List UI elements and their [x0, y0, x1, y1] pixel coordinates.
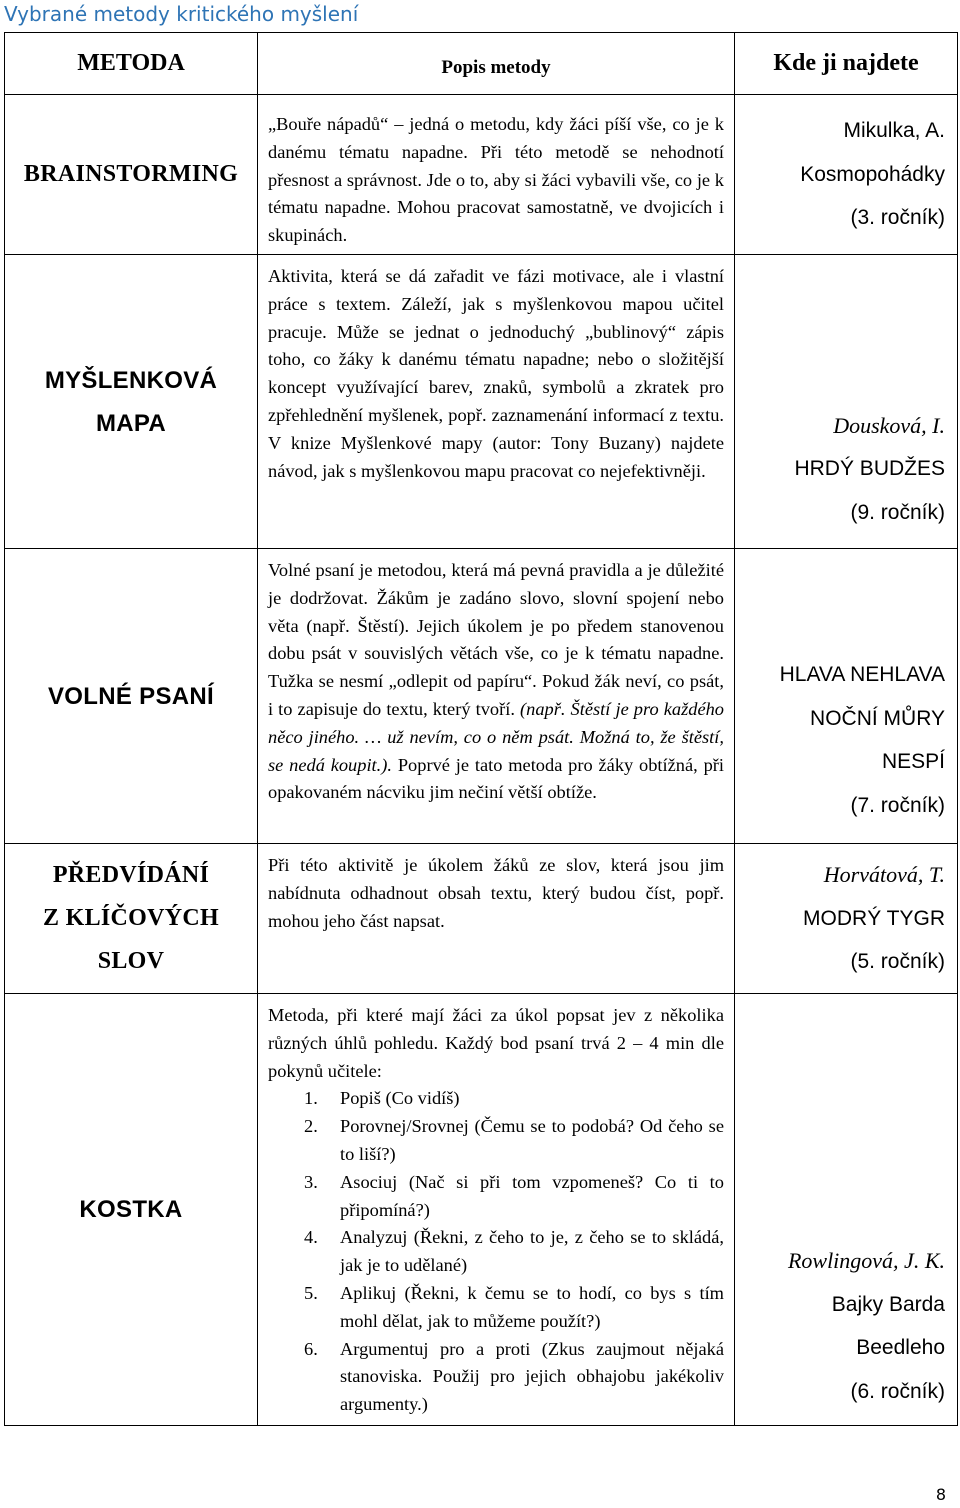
description-text [268, 549, 724, 807]
page-title: Vybrané metody kritického myšlení [4, 2, 359, 26]
step-number: 3. [304, 1171, 318, 1192]
methods-table [4, 32, 958, 1426]
step-text: Porovnej/Srovnej (Čemu se to podobá? Od čeho se to liší?) [340, 1116, 724, 1164]
table-row [5, 994, 958, 1426]
header-popis: Popis metody [258, 33, 735, 95]
source-author: Dousková, I. [833, 412, 945, 438]
source-title: Bajky Barda [831, 1292, 945, 1316]
step-text: Analyzuj (Řekni, z čeho to je, z čeho se to skládá, jak je to udělané) [340, 1227, 724, 1276]
list-item [268, 1169, 724, 1225]
source-author: Horvátová, T. [823, 862, 945, 888]
description-tail: Poprvé je tato metoda pro žáky obtížná, při opakovaném nácviku jim nečiní větší obtíže. [268, 754, 724, 803]
source-author: Mikulka, A. [843, 119, 945, 143]
step-number: 6. [304, 1338, 318, 1359]
description-text: „Bouře nápadů“ – jedná o metodu, kdy žáci píší vše, co je k danému tématu napadne. Při této metodě se nehodnotí přesnost a správnost. Jde o to, aby si žáci vybavili vše, co je k tématu napadne. Mohou pracovat samostatně, ve dvojicích i skupinách. [268, 114, 724, 246]
method-name-line: Z KLÍČOVÝCH [43, 905, 219, 931]
step-number: 4. [304, 1227, 318, 1248]
method-source [735, 994, 958, 1426]
source-title: HLAVA NEHLAVA [779, 663, 945, 686]
method-name-line: MYŠLENKOVÁ [44, 366, 218, 394]
list-item [268, 1280, 724, 1336]
list-item [268, 1113, 724, 1169]
step-number: 2. [304, 1116, 318, 1137]
method-name [5, 844, 258, 994]
method-name-line: VOLNÉ PSANÍ [48, 682, 214, 710]
step-text: Popiš (Co vidíš) [340, 1088, 460, 1109]
source-grade: (7. ročník) [850, 793, 945, 817]
method-name [5, 994, 258, 1426]
method-name [5, 549, 258, 844]
method-source [735, 95, 958, 255]
source-title: Beedleho [856, 1336, 945, 1359]
table-row [5, 549, 958, 844]
table-header-row [5, 33, 958, 95]
method-name [5, 95, 258, 255]
step-text: Asociuj (Nač si při tom vzpomeneš? Co ti to připomíná?) [340, 1171, 724, 1220]
source-title: Kosmopohádky [800, 162, 945, 186]
method-description [258, 994, 735, 1426]
method-name-line: PŘEDVÍDÁNÍ [52, 862, 210, 888]
source-title: MODRÝ TYGR [803, 906, 945, 930]
method-name-line: SLOV [97, 948, 165, 974]
source-grade: (6. ročník) [850, 1379, 945, 1403]
method-source [735, 844, 958, 994]
method-source [735, 549, 958, 844]
step-number: 5. [304, 1282, 318, 1303]
table-row [5, 255, 958, 549]
table-row [5, 844, 958, 994]
source-title: NESPÍ [881, 750, 945, 773]
method-description [258, 549, 735, 844]
source-grade: (9. ročník) [850, 500, 945, 524]
method-name-line: MAPA [95, 409, 167, 437]
description-main: Volné psaní je metodou, která má pevná pravidla a je důležité je dodržovat. Žákům je zadáno slovo, slovní spojení nebo věta (např. Štěstí). Jejich úkolem je po předem stanovenou dobu psát v souvislých větách vše, co je k tématu napadne. Tužka se nesmí „odlepit od papíru“. Pokud žák neví, co psát, i to zapisuje do textu, který tvoří. [268, 560, 724, 719]
source-grade: (3. ročník) [850, 206, 945, 230]
list-item [268, 1224, 724, 1280]
method-name-line: KOSTKA [79, 1196, 183, 1223]
step-text: Argumentuj pro a proti (Zkus zaujmout nějaká stanoviska. Použij pro jejich obhajobu jakékoliv argumenty.) [340, 1338, 724, 1415]
source-grade: (5. ročník) [850, 950, 945, 974]
description-text: Aktivita, která se dá zařadit ve fázi motivace, ale i vlastní práce s textem. Záleží, jak s myšlenkovou mapou učitel pracuje. Může se jednat o jednoduchý „bublinový“ zápis toho, co žáky k danému tématu napadne; nebo o složitější koncept využívající barev, znaků, symbolů a zkratek pro zpřehlednění myšlenek, popř. zaznamenání informací z textu. V knize Myšlenkové mapy (autor: Tony Buzany) najdete návod, jak s myšlenkovou mapu pracovat co nejefektivněji. [268, 266, 724, 481]
source-title: HRDÝ BUDŽES [794, 457, 945, 480]
source-author: Rowlingová, J. K. [787, 1248, 945, 1273]
steps-list [268, 1085, 724, 1419]
method-description [258, 844, 735, 994]
header-metoda: METODA [5, 33, 258, 95]
method-source [735, 255, 958, 549]
description-example: (např. Štěstí je pro každého něco jiného. … už nevím, co o něm psát. Možná to, že štěstí, se nedá koupit.). [268, 698, 724, 775]
source-title: NOČNÍ MŮRY [810, 706, 945, 730]
list-item [268, 1336, 724, 1419]
step-text: Aplikuj (Řekni, k čemu se to hodí, co bys s tím mohl dělat, jak to můžeme použít?) [340, 1282, 724, 1331]
method-description [258, 95, 735, 255]
step-number: 1. [304, 1088, 318, 1109]
description-text: Při této aktivitě je úkolem žáků ze slov, která jsou jim nabídnuta odhadnout obsah textu, který budou číst, popř. mohou jeho část napsat. [268, 855, 724, 931]
list-item [268, 1085, 724, 1113]
method-name-line: BRAINSTORMING [23, 161, 239, 187]
method-description [258, 255, 735, 549]
header-kde: Kde ji najdete [735, 33, 958, 95]
description-text: Metoda, při které mají žáci za úkol popsat jev z několika různých úhlů pohledu. Každý bod psaní trvá 2 – 4 min dle pokynů učitele: [268, 1005, 724, 1081]
method-name [5, 255, 258, 549]
table-row [5, 95, 958, 255]
page-number: 8 [935, 1485, 946, 1504]
